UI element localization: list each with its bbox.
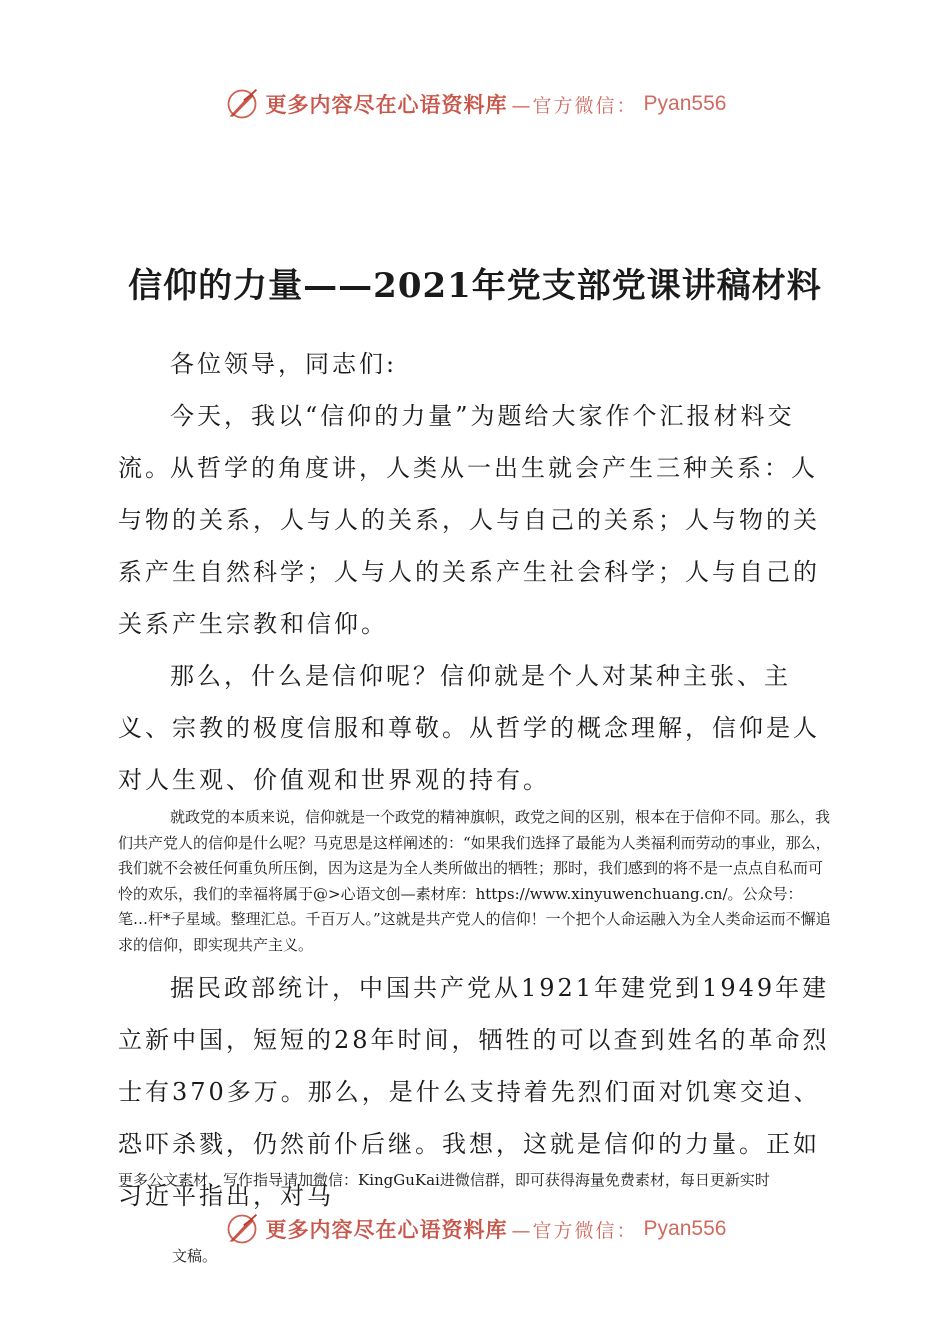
- document-title: 信仰的力量——2021年党支部党课讲稿材料: [128, 266, 822, 306]
- paragraph-small-quote: 就政党的本质来说，信仰就是一个政党的精神旗帜，政党之间的区别，根本在于信仰不同。那么，我们共产党人的信仰是什么呢？马克思是这样阐述的：“如果我们选择了最能为人类福利而劳动的事业，那么，我们就不会被任何重负所压倒，因为这是为全人类所做出的牺牲；那时，我们感到的将不是一点点自私而可怜的欢乐，我们的幸福将属于@>心语文创—素材库：https://www.xinyuwenchuang.cn/。公众号：笔…杆*子星域。整理汇总。千百万人。”这就是共产党人的信仰！一个把个人命运融入为全人类命运而不懈追求的信仰，即实现共产主义。: [118, 808, 831, 954]
- greeting-paragraph: 各位领导，同志们:: [170, 350, 398, 378]
- quill-logo-icon: [224, 1211, 260, 1247]
- paragraph-statistics: 据民政部统计，中国共产党从1921年建党到1949年建立新中国，短短的28年时间，牺牲的可以查到姓名的革命烈士有370多万。那么，是什么支持着先烈们面对饥寒交迫、恐吓杀戮，仍然前仆后继。我想，这就是信仰的力量。正如习近平指出，对马: [118, 974, 830, 1210]
- watermark-text: 更多内容尽在心语资料库: [265, 1217, 508, 1242]
- watermark-label: —官方微信：: [511, 94, 638, 117]
- watermark-id: Pyan556: [643, 1217, 727, 1240]
- footer-watermark: [0, 1209, 950, 1249]
- header-watermark: [0, 84, 950, 124]
- paragraph-intro: 今天，我以“信仰的力量”为题给大家作个汇报材料交流。: [118, 402, 795, 482]
- watermark-id: Pyan556: [643, 92, 727, 115]
- footer-note: 更多公文素材、写作指导请加微信：KingGuKai进微信群，即可获得海量免费素材，每日更新实时: [118, 1171, 770, 1189]
- watermark-text: 更多内容尽在心语资料库: [265, 92, 508, 117]
- quill-logo-icon: [224, 86, 260, 122]
- paragraph-definition: 那么，什么是信仰呢？信仰就是个人对某种主张、主义、宗教的极度信服和尊敬。从哲学的概念理解，信仰是人对人生观、价值观和世界观的持有。: [118, 662, 820, 794]
- footer-tail: 文稿。: [172, 1247, 218, 1265]
- paragraph-philosophy: 从哲学的角度讲，人类从一出生就会产生三种关系：人与物的关系，人与人的关系，人与自己的关系；人与物的关系产生自然科学；人与人的关系产生社会科学；人与自己的关系产生宗教和信仰。: [118, 454, 820, 638]
- watermark-label: —官方微信：: [511, 1219, 638, 1242]
